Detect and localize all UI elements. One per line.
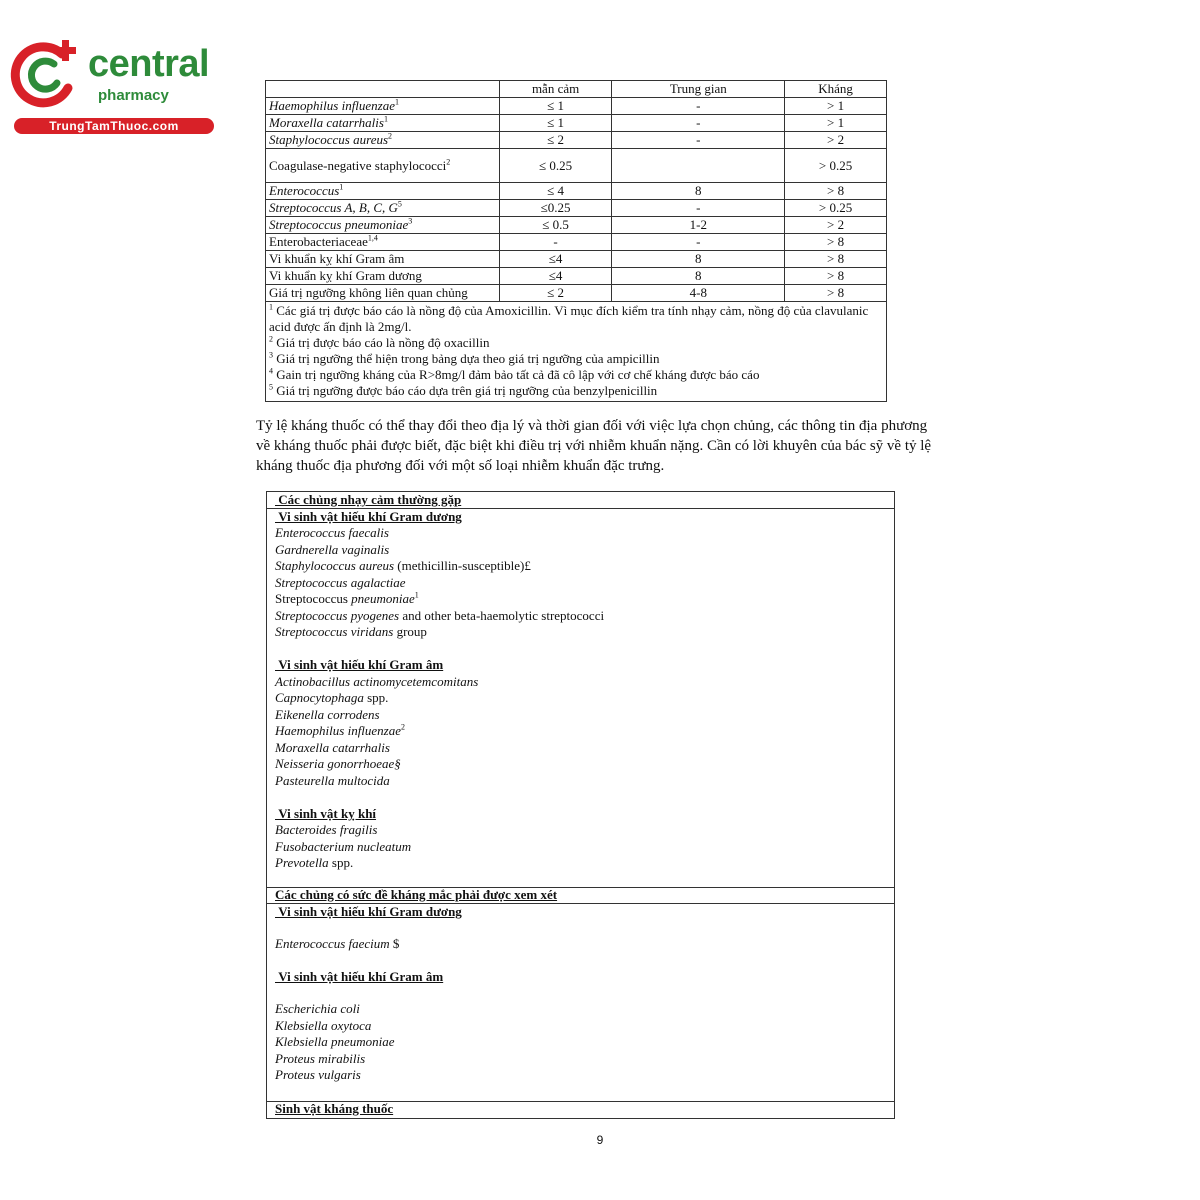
table-row bbox=[266, 183, 887, 200]
organism-item bbox=[275, 723, 405, 739]
organism-name: Proteus vulgaris bbox=[275, 1067, 361, 1082]
organism-name: Pasteurella multocida bbox=[275, 772, 390, 788]
value-cell: > 2 bbox=[785, 132, 887, 149]
organism-item bbox=[275, 690, 388, 706]
footnote-ref: 1 bbox=[395, 97, 400, 107]
table-row bbox=[266, 268, 887, 285]
footnotes-cell bbox=[266, 302, 887, 402]
organism-item bbox=[275, 1001, 360, 1017]
organism-item bbox=[275, 936, 399, 952]
footnote-ref: 3 bbox=[408, 216, 413, 226]
value-cell: - bbox=[612, 98, 785, 115]
value-cell: ≤4 bbox=[499, 251, 612, 268]
table-header-cell: Kháng bbox=[785, 81, 887, 98]
organism-cell bbox=[266, 251, 500, 268]
organism-name: Neisseria gonorrhoeae§ bbox=[275, 756, 401, 771]
organism-item bbox=[275, 608, 604, 624]
organism-item bbox=[275, 822, 377, 838]
organism-cell bbox=[266, 234, 500, 251]
table-header-cell bbox=[266, 81, 500, 98]
organism-item bbox=[275, 575, 406, 591]
organism-name: Streptococcus pyogenes bbox=[275, 607, 400, 623]
footnote bbox=[269, 367, 883, 383]
organism-name: Streptococcus agalactiae bbox=[275, 574, 406, 590]
section-heading bbox=[275, 492, 461, 508]
organism-name: Enterococcus bbox=[269, 183, 340, 198]
table-row bbox=[266, 200, 887, 217]
section-heading-text: Sinh vật kháng thuốc bbox=[275, 1101, 394, 1116]
table-row bbox=[266, 285, 887, 302]
organism-name: Actinobacillus actinomycetemcomitans bbox=[275, 673, 479, 689]
footnote-ref: 2 bbox=[388, 131, 393, 141]
table-row bbox=[266, 217, 887, 234]
value-cell: > 0.25 bbox=[785, 149, 887, 183]
pharmacy-cross-icon bbox=[10, 38, 82, 110]
value-cell: > 8 bbox=[785, 285, 887, 302]
organism-suffix: spp. bbox=[328, 855, 354, 870]
logo-sub-text: pharmacy bbox=[98, 87, 169, 104]
organism-item bbox=[275, 591, 419, 607]
group-heading-text: Vi sinh vật hiếu khí Gram dương bbox=[275, 509, 462, 524]
organism-name: Capnocytophaga bbox=[275, 690, 364, 705]
value-cell: > 8 bbox=[785, 234, 887, 251]
table-header-cell: mẫn cảm bbox=[499, 81, 612, 98]
organism-item bbox=[275, 1067, 361, 1083]
table-row bbox=[266, 98, 887, 115]
organism-item bbox=[275, 542, 389, 558]
organism-name: Vi khuẩn kỵ khí Gram dương bbox=[269, 268, 422, 283]
organism-name: Bacteroides fragilis bbox=[275, 822, 378, 837]
footnote bbox=[269, 303, 883, 335]
organism-name: Moraxella catarrhalis bbox=[269, 115, 384, 130]
organism-cell bbox=[266, 149, 500, 183]
value-cell: > 8 bbox=[785, 268, 887, 285]
organism-item bbox=[275, 740, 390, 756]
organism-name: Proteus mirabilis bbox=[275, 1050, 366, 1066]
organism-name: Klebsiella pneumoniae bbox=[275, 1034, 395, 1049]
organism-prefix: Streptococcus bbox=[275, 591, 352, 606]
value-cell: - bbox=[612, 200, 785, 217]
organism-name: pneumoniae bbox=[351, 591, 415, 606]
value-cell: 8 bbox=[612, 251, 785, 268]
footnote-text: Giá trị ngưỡng thể hiện trong bảng dựa theo giá trị ngưỡng của ampicillin bbox=[273, 351, 660, 366]
value-cell: ≤ 1 bbox=[499, 115, 612, 132]
organism-name: Escherichia coli bbox=[275, 1001, 360, 1016]
organism-cell bbox=[266, 217, 500, 234]
value-cell: 8 bbox=[612, 183, 785, 200]
value-cell: > 2 bbox=[785, 217, 887, 234]
footnote-text: Gain trị ngưỡng kháng của R>8mg/l đảm bảo tất cả đã cô lập với cơ chế kháng được báo cáo bbox=[273, 367, 760, 382]
breakpoint-table bbox=[265, 80, 887, 402]
table-header-cell: Trung gian bbox=[612, 81, 785, 98]
organism-item bbox=[275, 674, 478, 690]
group-heading-text: Vi sinh vật hiếu khí Gram âm bbox=[275, 969, 444, 984]
organism-item bbox=[275, 1018, 371, 1034]
organism-name: Staphylococcus aureus bbox=[275, 558, 395, 573]
resistance-paragraph: Tỷ lệ kháng thuốc có thể thay đổi theo địa lý và thời gian đối với việc lựa chọn chủng, các thông tin địa phương về kháng thuốc phải được biết, đặc biệt khi điều trị với nhiễm khuẩn nặng. Cần có lời khuyên của bác sỹ về tỷ lệ kháng thuốc địa phương đối với một số loại nhiễm khuẩn đặc trưng. bbox=[256, 418, 932, 474]
value-cell: ≤ 0.5 bbox=[499, 217, 612, 234]
page-number: 9 bbox=[596, 1133, 604, 1147]
value-cell: - bbox=[612, 234, 785, 251]
footnote-text: Giá trị được báo cáo là nồng độ oxacillin bbox=[273, 335, 490, 350]
value-cell: > 8 bbox=[785, 251, 887, 268]
value-cell bbox=[612, 149, 785, 183]
organism-name: Klebsiella oxytoca bbox=[275, 1017, 372, 1033]
organism-cell bbox=[266, 115, 500, 132]
value-cell: - bbox=[612, 132, 785, 149]
value-cell: 1-2 bbox=[612, 217, 785, 234]
organism-item bbox=[275, 1051, 365, 1067]
value-cell: ≤ 1 bbox=[499, 98, 612, 115]
organism-item bbox=[275, 855, 353, 871]
organism-name: Fusobacterium nucleatum bbox=[275, 838, 412, 854]
organism-name: Enterococcus faecium bbox=[275, 936, 390, 951]
footnote-ref: 1 bbox=[339, 182, 344, 192]
footnote-ref: 2 bbox=[401, 722, 406, 732]
footnotes-row bbox=[266, 302, 887, 402]
group-heading-text: Vi sinh vật kỵ khí bbox=[275, 805, 377, 821]
table-row bbox=[266, 132, 887, 149]
logo-banner[interactable]: TrungTamThuoc.com bbox=[14, 118, 214, 134]
footnote-ref: 1 bbox=[383, 114, 388, 124]
organism-suffix: spp. bbox=[363, 690, 389, 705]
footnote-ref: 1 bbox=[414, 590, 419, 600]
susceptibility-box bbox=[266, 491, 895, 1119]
value-cell: > 1 bbox=[785, 115, 887, 132]
logo-brand-text: central bbox=[88, 43, 210, 85]
organism-cell bbox=[266, 132, 500, 149]
table-row bbox=[266, 234, 887, 251]
organism-suffix: group bbox=[393, 624, 427, 639]
footnote bbox=[269, 351, 883, 367]
value-cell: > 0.25 bbox=[785, 200, 887, 217]
organism-name: Prevotella bbox=[275, 855, 329, 870]
footnote-number: 3 bbox=[269, 350, 273, 360]
organism-cell bbox=[266, 200, 500, 217]
organism-name: Coagulase-negative staphylococci bbox=[269, 157, 447, 173]
section-heading-text: Các chủng có sức đề kháng mắc phải được xem xét bbox=[275, 887, 558, 902]
organism-suffix: (methicillin-susceptible)£ bbox=[394, 558, 531, 573]
organism-item bbox=[275, 773, 390, 789]
organism-name: Gardnerella vaginalis bbox=[275, 541, 390, 557]
group-heading-text: Vi sinh vật hiếu khí Gram dương bbox=[275, 904, 462, 919]
organism-name: Streptococcus A, B, C, G bbox=[269, 200, 398, 215]
organism-name: Haemophilus influenzae bbox=[275, 723, 402, 738]
footnote-ref: 2 bbox=[446, 157, 451, 167]
organism-suffix: and other beta-haemolytic streptococci bbox=[399, 607, 605, 623]
organism-name: Staphylococcus aureus bbox=[269, 132, 389, 147]
footnote bbox=[269, 335, 883, 351]
organism-item bbox=[275, 624, 427, 640]
organism-suffix: $ bbox=[389, 936, 400, 951]
section-heading bbox=[275, 1101, 393, 1117]
organism-name: Enterobacteriaceae bbox=[269, 234, 368, 249]
organism-name: Eikenella corrodens bbox=[275, 706, 380, 722]
footnote-text: Các giá trị được báo cáo là nồng độ của Amoxicillin. Vì mục đích kiểm tra tính nhạy cảm, nồng độ của clavulanic acid được ấn định là 2mg/l. bbox=[269, 303, 869, 334]
organism-cell bbox=[266, 98, 500, 115]
footnote-number: 5 bbox=[269, 382, 273, 392]
group-heading bbox=[275, 806, 376, 822]
table-row bbox=[266, 251, 887, 268]
value-cell: ≤ 2 bbox=[499, 285, 612, 302]
group-heading-text: Vi sinh vật hiếu khí Gram âm bbox=[275, 657, 444, 672]
organism-name: Moraxella catarrhalis bbox=[275, 739, 390, 755]
organism-item bbox=[275, 1034, 395, 1050]
organism-name: Streptococcus pneumoniae bbox=[269, 217, 409, 232]
value-cell: 8 bbox=[612, 268, 785, 285]
organism-name: Streptococcus viridans bbox=[275, 624, 394, 639]
value-cell: - bbox=[499, 234, 612, 251]
footnote-ref: 1,4 bbox=[367, 233, 378, 243]
footnote-number: 1 bbox=[269, 302, 273, 312]
footnote-ref: 5 bbox=[397, 199, 402, 209]
organism-item bbox=[275, 839, 411, 855]
value-cell: > 1 bbox=[785, 98, 887, 115]
value-cell: ≤4 bbox=[499, 268, 612, 285]
footnote-text: Giá trị ngưỡng được báo cáo dựa trên giá trị ngưỡng của benzylpenicillin bbox=[273, 383, 658, 398]
value-cell: ≤0.25 bbox=[499, 200, 612, 217]
footnote-number: 4 bbox=[269, 366, 273, 376]
value-cell: ≤ 0.25 bbox=[499, 149, 612, 183]
organism-item bbox=[275, 707, 380, 723]
organism-name: Enterococcus faecalis bbox=[275, 525, 389, 540]
table-row bbox=[266, 115, 887, 132]
value-cell: ≤ 2 bbox=[499, 132, 612, 149]
organism-name: Haemophilus influenzae bbox=[269, 98, 396, 113]
central-pharmacy-logo bbox=[10, 38, 220, 138]
group-heading bbox=[275, 509, 462, 525]
organism-name: Vi khuẩn kỵ khí Gram âm bbox=[269, 251, 405, 266]
footnote-number: 2 bbox=[269, 334, 273, 344]
table-header-row bbox=[266, 81, 887, 98]
value-cell: 4-8 bbox=[612, 285, 785, 302]
organism-item bbox=[275, 558, 531, 574]
value-cell: - bbox=[612, 115, 785, 132]
value-cell: ≤ 4 bbox=[499, 183, 612, 200]
organism-item bbox=[275, 756, 401, 772]
organism-cell bbox=[266, 285, 500, 302]
organism-cell bbox=[266, 183, 500, 200]
group-heading bbox=[275, 969, 443, 985]
group-heading bbox=[275, 904, 462, 920]
section-heading bbox=[275, 887, 557, 903]
organism-item bbox=[275, 525, 389, 541]
organism-name: Giá trị ngưỡng không liên quan chủng bbox=[269, 285, 468, 300]
group-heading bbox=[275, 657, 443, 673]
section-heading-text: Các chủng nhạy cảm thường gặp bbox=[275, 492, 462, 507]
table-row bbox=[266, 149, 887, 183]
footnote bbox=[269, 383, 883, 399]
value-cell: > 8 bbox=[785, 183, 887, 200]
organism-cell bbox=[266, 268, 500, 285]
